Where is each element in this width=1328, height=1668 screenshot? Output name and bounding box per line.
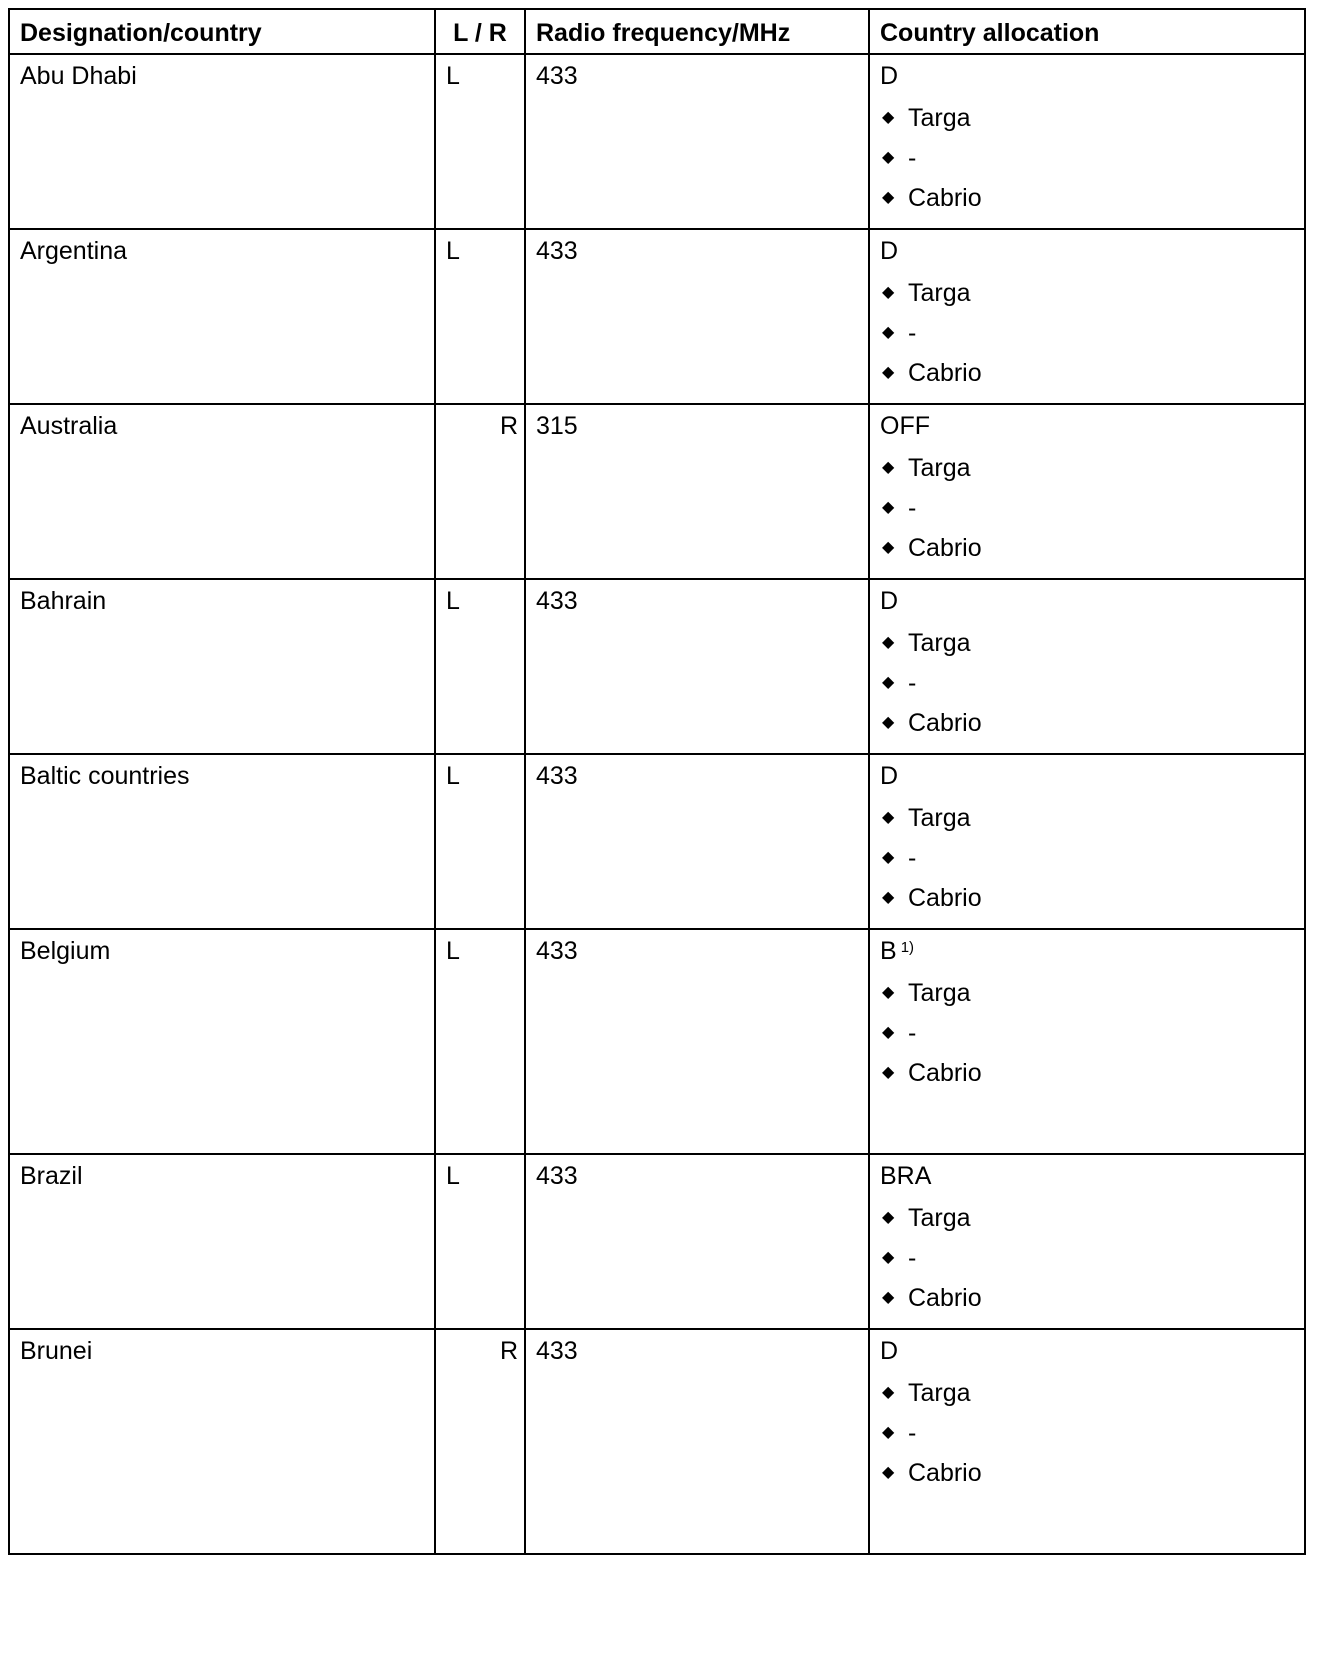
- variant-label: Cabrio: [908, 709, 982, 737]
- table-row: [9, 1154, 1305, 1329]
- frequency-cell: [525, 579, 869, 754]
- frequency-cell: [525, 229, 869, 404]
- variant-label: -: [908, 494, 917, 522]
- variant-label: Targa: [908, 279, 971, 307]
- variant-item: [882, 668, 1304, 708]
- country-name: Australia: [20, 412, 118, 440]
- frequency-value: 433: [536, 1337, 578, 1365]
- diamond-bullet-icon: ◆: [882, 459, 895, 476]
- variant-label: Targa: [908, 629, 971, 657]
- footnote-marker: 1): [900, 939, 915, 956]
- variant-item: [882, 143, 1304, 183]
- diamond-bullet-icon: ◆: [882, 849, 895, 866]
- country-name: Argentina: [20, 237, 128, 265]
- variant-label: Targa: [908, 104, 971, 132]
- lr-value: L: [446, 1162, 460, 1190]
- table-row: [9, 404, 1305, 579]
- variant-item: [882, 883, 1304, 923]
- allocation-code-line: [870, 1330, 1304, 1366]
- allocation-cell: [869, 754, 1305, 929]
- variant-item: [882, 1058, 1304, 1098]
- variant-item: [882, 1418, 1304, 1458]
- variant-label: Targa: [908, 979, 971, 1007]
- allocation-code: D: [880, 1337, 899, 1365]
- diamond-bullet-icon: ◆: [882, 324, 895, 341]
- diamond-bullet-icon: ◆: [882, 634, 895, 651]
- country-name: Bahrain: [20, 587, 107, 615]
- variant-label: Targa: [908, 454, 971, 482]
- diamond-bullet-icon: ◆: [882, 1064, 895, 1081]
- variant-item: [882, 1203, 1304, 1243]
- variant-list: [870, 978, 1304, 1098]
- variant-item: [882, 493, 1304, 533]
- variant-list: [870, 803, 1304, 923]
- diamond-bullet-icon: ◆: [882, 189, 895, 206]
- lr-cell: [435, 404, 525, 579]
- diamond-bullet-icon: ◆: [882, 109, 895, 126]
- lr-cell: [435, 1329, 525, 1554]
- diamond-bullet-icon: ◆: [882, 714, 895, 731]
- variant-label: -: [908, 319, 917, 347]
- variant-label: Cabrio: [908, 1059, 982, 1087]
- allocation-cell: [869, 54, 1305, 229]
- diamond-bullet-icon: ◆: [882, 1464, 895, 1481]
- allocation-code-line: [870, 230, 1304, 266]
- variant-item: [882, 1378, 1304, 1418]
- frequency-value: 433: [536, 62, 578, 90]
- variant-label: Cabrio: [908, 884, 982, 912]
- variant-label: -: [908, 1419, 917, 1447]
- diamond-bullet-icon: ◆: [882, 499, 895, 516]
- frequency-value: 433: [536, 762, 578, 790]
- lr-value: L: [446, 62, 460, 90]
- variant-item: [882, 318, 1304, 358]
- variant-item: [882, 1243, 1304, 1283]
- variant-list: [870, 453, 1304, 573]
- diamond-bullet-icon: ◆: [882, 364, 895, 381]
- lr-cell: [435, 229, 525, 404]
- diamond-bullet-icon: ◆: [882, 284, 895, 301]
- variant-list: [870, 103, 1304, 223]
- variant-item: [882, 1018, 1304, 1058]
- table-row: [9, 929, 1305, 1154]
- table-row: [9, 54, 1305, 229]
- variant-list: [870, 628, 1304, 748]
- diamond-bullet-icon: ◆: [882, 1249, 895, 1266]
- variant-label: -: [908, 144, 917, 172]
- variant-label: Cabrio: [908, 359, 982, 387]
- frequency-value: 433: [536, 237, 578, 265]
- variant-list: [870, 278, 1304, 398]
- lr-value: R: [499, 1337, 518, 1365]
- country-cell: [9, 54, 435, 229]
- allocation-code: OFF: [880, 412, 930, 440]
- country-cell: [9, 404, 435, 579]
- allocation-code: D: [880, 587, 899, 615]
- table-row: [9, 229, 1305, 404]
- diamond-bullet-icon: ◆: [882, 1024, 895, 1041]
- variant-label: Cabrio: [908, 1459, 982, 1487]
- country-name: Baltic countries: [20, 762, 190, 790]
- variant-label: -: [908, 1019, 917, 1047]
- variant-item: [882, 708, 1304, 748]
- allocation-code-line: [870, 580, 1304, 616]
- variant-label: -: [908, 844, 917, 872]
- lr-value: L: [446, 587, 460, 615]
- country-name: Abu Dhabi: [20, 62, 137, 90]
- diamond-bullet-icon: ◆: [882, 1209, 895, 1226]
- variant-item: [882, 978, 1304, 1018]
- variant-label: Cabrio: [908, 1284, 982, 1312]
- country-cell: [9, 579, 435, 754]
- diamond-bullet-icon: ◆: [882, 149, 895, 166]
- lr-value: R: [499, 412, 518, 440]
- header-frequency: Radio frequency/MHz: [525, 9, 869, 54]
- variant-item: [882, 1458, 1304, 1498]
- variant-item: [882, 453, 1304, 493]
- country-name: Brazil: [20, 1162, 83, 1190]
- diamond-bullet-icon: ◆: [882, 539, 895, 556]
- lr-value: L: [446, 237, 460, 265]
- diamond-bullet-icon: ◆: [882, 1289, 895, 1306]
- frequency-cell: [525, 1329, 869, 1554]
- variant-item: [882, 843, 1304, 883]
- allocation-code: BRA: [880, 1162, 932, 1190]
- header-designation: Designation/country: [9, 9, 435, 54]
- diamond-bullet-icon: ◆: [882, 809, 895, 826]
- table-body: [9, 54, 1305, 1554]
- allocation-code: D: [880, 762, 899, 790]
- diamond-bullet-icon: ◆: [882, 1384, 895, 1401]
- country-cell: [9, 229, 435, 404]
- variant-list: [870, 1203, 1304, 1323]
- variant-item: [882, 278, 1304, 318]
- variant-item: [882, 533, 1304, 573]
- variant-label: Cabrio: [908, 184, 982, 212]
- table-row: [9, 579, 1305, 754]
- variant-label: Targa: [908, 804, 971, 832]
- variant-item: [882, 803, 1304, 843]
- table-row: [9, 1329, 1305, 1554]
- variant-item: [882, 183, 1304, 223]
- diamond-bullet-icon: ◆: [882, 889, 895, 906]
- diamond-bullet-icon: ◆: [882, 1424, 895, 1441]
- allocation-cell: [869, 229, 1305, 404]
- lr-cell: [435, 579, 525, 754]
- header-row: [9, 9, 1305, 54]
- country-cell: [9, 929, 435, 1154]
- frequency-cell: [525, 54, 869, 229]
- table-row: [9, 754, 1305, 929]
- lr-value: L: [446, 762, 460, 790]
- allocation-code-line: [870, 1155, 1304, 1191]
- frequency-cell: [525, 929, 869, 1154]
- lr-cell: [435, 54, 525, 229]
- country-name: Belgium: [20, 937, 111, 965]
- allocation-code-line: [870, 930, 1304, 966]
- diamond-bullet-icon: ◆: [882, 674, 895, 691]
- frequency-cell: [525, 1154, 869, 1329]
- allocation-cell: [869, 579, 1305, 754]
- variant-label: Targa: [908, 1379, 971, 1407]
- variant-label: Targa: [908, 1204, 971, 1232]
- frequency-cell: [525, 404, 869, 579]
- country-cell: [9, 1154, 435, 1329]
- allocation-code-line: [870, 405, 1304, 441]
- diamond-bullet-icon: ◆: [882, 984, 895, 1001]
- variant-item: [882, 628, 1304, 668]
- allocation-cell: [869, 1154, 1305, 1329]
- frequency-value: 315: [536, 412, 578, 440]
- country-cell: [9, 754, 435, 929]
- variant-label: -: [908, 669, 917, 697]
- variant-label: Cabrio: [908, 534, 982, 562]
- frequency-value: 433: [536, 937, 578, 965]
- lr-cell: [435, 754, 525, 929]
- allocation-code: D: [880, 237, 899, 265]
- allocation-cell: [869, 929, 1305, 1154]
- frequency-cell: [525, 754, 869, 929]
- frequency-value: 433: [536, 1162, 578, 1190]
- allocation-code: B: [880, 937, 897, 965]
- header-allocation: Country allocation: [869, 9, 1305, 54]
- variant-label: -: [908, 1244, 917, 1272]
- variant-list: [870, 1378, 1304, 1498]
- lr-cell: [435, 1154, 525, 1329]
- variant-item: [882, 1283, 1304, 1323]
- allocation-cell: [869, 1329, 1305, 1554]
- variant-item: [882, 358, 1304, 398]
- allocation-cell: [869, 404, 1305, 579]
- variant-item: [882, 103, 1304, 143]
- allocation-code-line: [870, 755, 1304, 791]
- allocation-code: D: [880, 62, 899, 90]
- lr-cell: [435, 929, 525, 1154]
- frequency-value: 433: [536, 587, 578, 615]
- lr-value: L: [446, 937, 460, 965]
- country-allocation-table: [8, 8, 1306, 1555]
- allocation-code-line: [870, 55, 1304, 91]
- country-cell: [9, 1329, 435, 1554]
- header-lr: L / R: [435, 9, 525, 54]
- country-name: Brunei: [20, 1337, 93, 1365]
